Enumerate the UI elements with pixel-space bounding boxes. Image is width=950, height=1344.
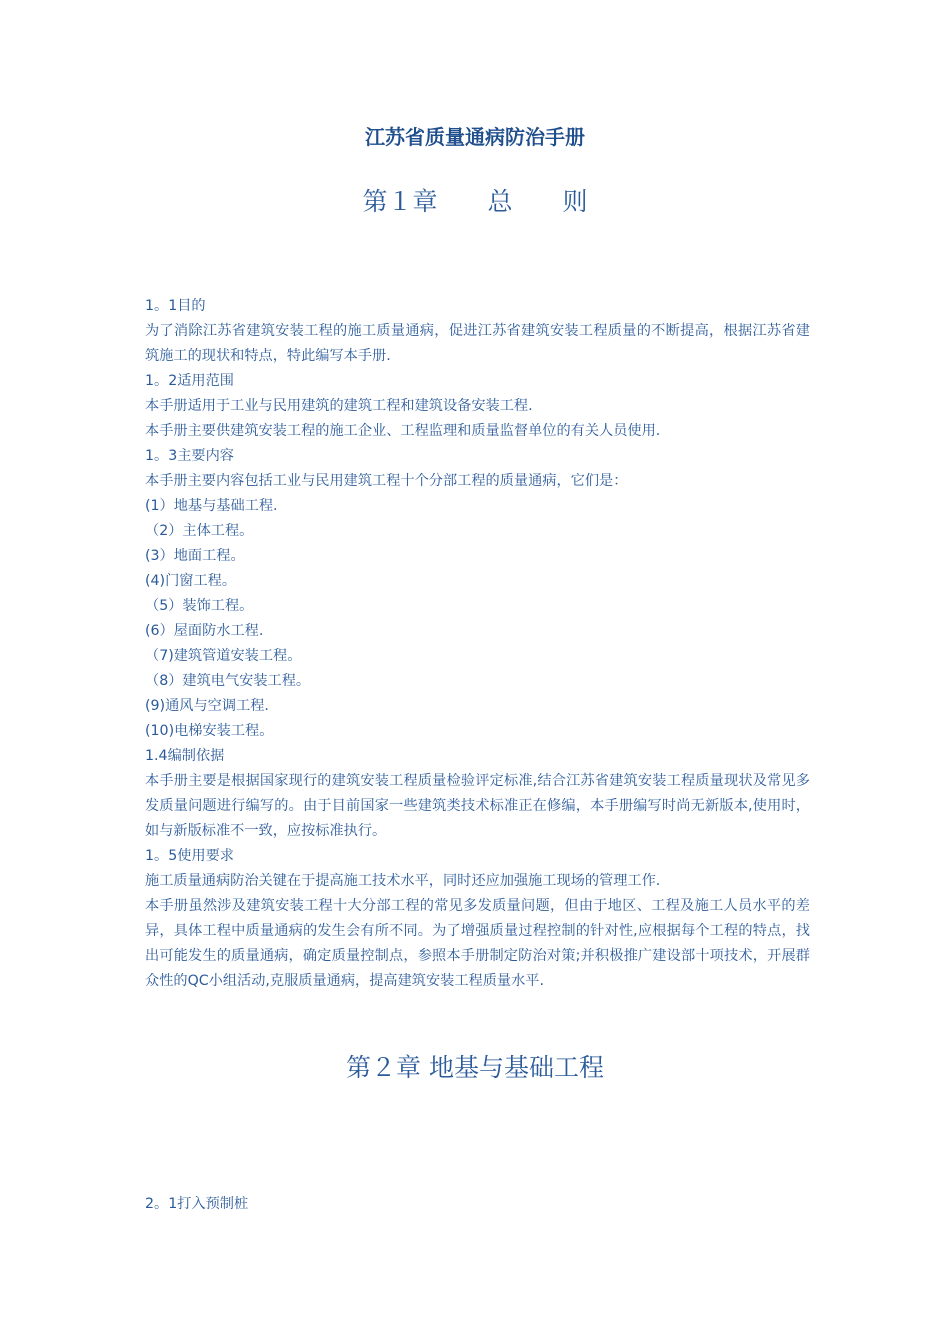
- chapter-1-heading: 第１章 总 则: [362, 187, 588, 216]
- list-item: （8）建筑电气安装工程。: [145, 673, 311, 689]
- list-item: （2）主体工程。: [145, 523, 254, 539]
- paragraph: 本手册主要供建筑安装工程的施工企业、工程监理和质量监督单位的有关人员使用.: [145, 423, 661, 439]
- document-title: 江苏省质量通病防治手册: [365, 125, 585, 149]
- section-heading-1-4: 1.4编制依据: [145, 748, 225, 764]
- section-heading-1-2: 1。2适用范围: [145, 373, 234, 389]
- list-item: (3）地面工程。: [145, 548, 245, 564]
- list-item: (4)门窗工程。: [145, 573, 237, 589]
- list-item: (9)通风与空调工程.: [145, 698, 269, 714]
- paragraph: 本手册主要内容包括工业与民用建筑工程十个分部工程的质量通病，它们是：: [145, 473, 628, 489]
- paragraph: 本手册虽然涉及建筑安装工程十大分部工程的常见多发质量问题，但由于地区、工程及施工人员水平的差异，具体工程中质量通病的发生会有所不同。为了增强质量过程控制的针对性,应根据每个工程的特点，找出可能发生的质量通病，确定质量控制点，参照本手册制定防治对策;并积极推广建设部十项技术，开展群众性的QC小组活动,克服质量通病，提高建筑安装工程质量水平.: [145, 898, 810, 989]
- chapter-1-body: [145, 294, 810, 994]
- section-heading-2-1: 2。1打入预制桩: [145, 1196, 249, 1212]
- paragraph: 施工质量通病防治关键在于提高施工技术水平，同时还应加强施工现场的管理工作.: [145, 873, 661, 889]
- section-heading-1-1: 1。1目的: [145, 298, 206, 314]
- list-item: (10)电梯安装工程。: [145, 723, 274, 739]
- chapter-2-heading: 第２章 地基与基础工程: [346, 1053, 604, 1082]
- list-item: (6）屋面防水工程.: [145, 623, 264, 639]
- section-heading-1-3: 1。3主要内容: [145, 448, 234, 464]
- list-item: （7)建筑管道安装工程。: [145, 648, 302, 664]
- list-item: （5）装饰工程。: [145, 598, 254, 614]
- paragraph: 本手册适用于工业与民用建筑的建筑工程和建筑设备安装工程.: [145, 398, 533, 414]
- paragraph: 为了消除江苏省建筑安装工程的施工质量通病，促进江苏省建筑安装工程质量的不断提高，根据江苏省建筑施工的现状和特点，特此编写本手册.: [145, 323, 810, 364]
- paragraph: 本手册主要是根据国家现行的建筑安装工程质量检验评定标准,结合江苏省建筑安装工程质量现状及常见多发质量问题进行编写的。由于目前国家一些建筑类技术标准正在修编，本手册编写时尚无新版本,使用时，如与新版标准不一致，应按标准执行。: [145, 773, 810, 839]
- section-heading-1-5: 1。5使用要求: [145, 848, 234, 864]
- list-item: (1）地基与基础工程.: [145, 498, 278, 514]
